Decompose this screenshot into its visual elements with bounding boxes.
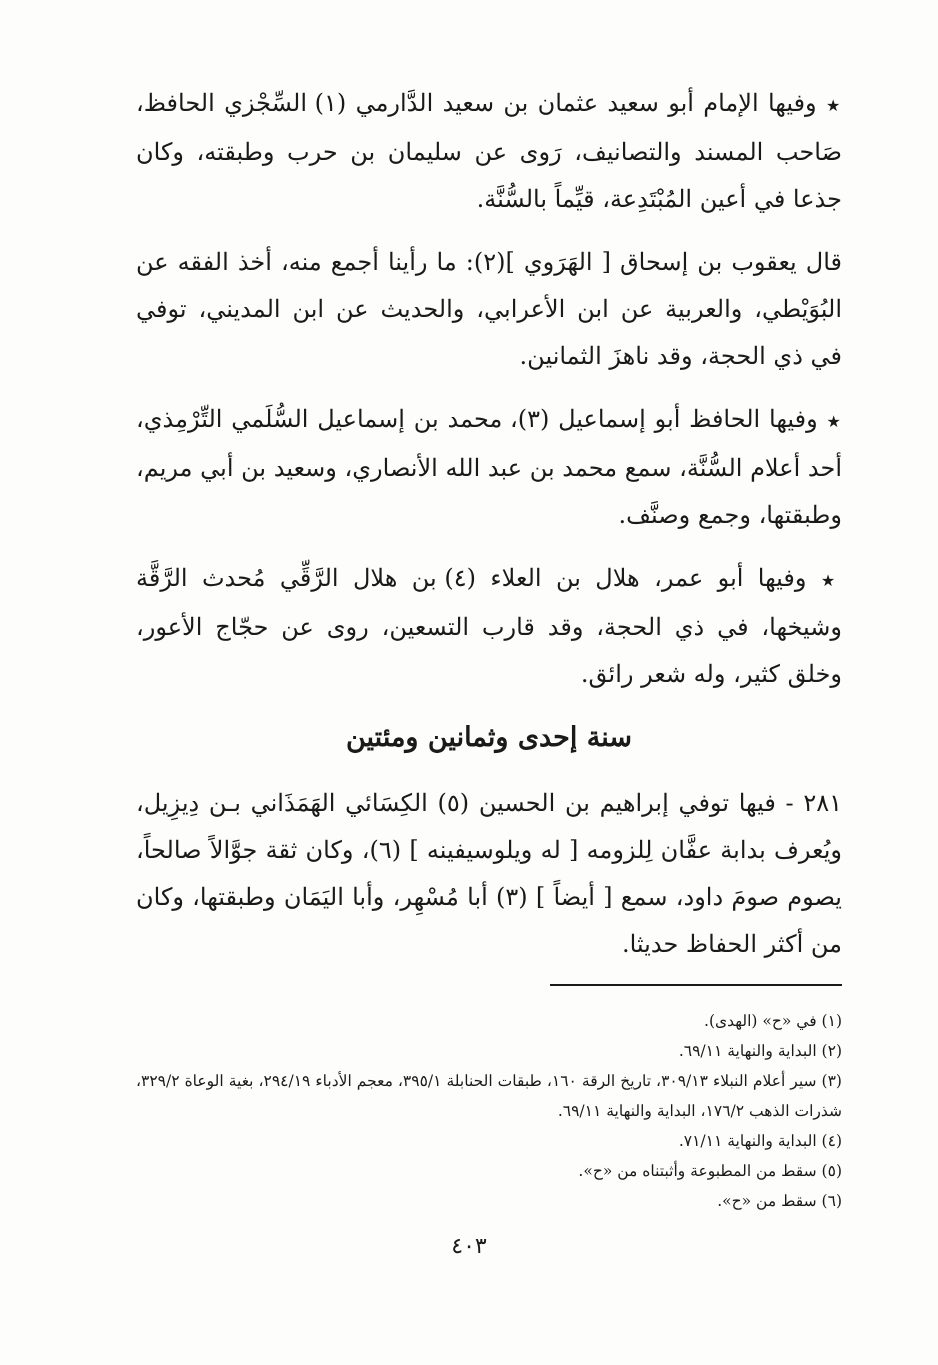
page-body <box>136 80 842 1216</box>
page-number: ٤٠٣ <box>451 1234 487 1259</box>
footnote-2: (٢) البداية والنهاية ٦٩/١١. <box>678 1042 842 1060</box>
section-heading: سنة إحدى وثمانين ومئتين <box>345 722 633 753</box>
paragraph-text: وفيها أبو عمر، هلال بن العلاء (٤) بن هلال الرَّقِّي مُحدث الرَّقَّة وشيخها، في ذي الحجة، وقد قارب التسعين، روى عن حجّاج الأعور، وخلق كثير، وله شعر رائق. <box>136 564 842 688</box>
paragraph-text: قال يعقوب بن إسحاق [ الهَرَوي ](٢): ما رأينا أجمع منه، أخذ الفقه عن البُوَيْطي، والعربية عن ابن الأعرابي، والحديث عن ابن المديني، توفي في ذي الحجة، وقد ناهزَ الثمانين. <box>136 248 842 370</box>
footnote-divider <box>550 984 842 986</box>
paragraph-tirmidhi <box>136 396 842 539</box>
star-icon: ★ <box>825 96 842 115</box>
footnote-6: (٦) سقط من «ح». <box>717 1192 842 1210</box>
paragraph-text: وفيها الحافظ أبو إسماعيل (٣)، محمد بن إسماعيل السُّلَمي التِّرْمِذي، أحد أعلام السُّنَّة، سمع محمد بن عبد الله الأنصاري، وسعيد بن أبي مريم، وطبقتها، وجمع وصنَّف. <box>136 405 842 529</box>
paragraph-yaqub-quote <box>136 239 842 380</box>
footnote-1: (١) في «ح» (الهدى). <box>704 1012 842 1030</box>
footnotes <box>136 1006 842 1216</box>
footnote-4: (٤) البداية والنهاية ٧١/١١. <box>678 1132 842 1150</box>
footnote-5: (٥) سقط من المطبوعة وأثبتناه من «ح». <box>578 1162 842 1180</box>
star-icon: ★ <box>820 571 842 590</box>
paragraph-hilal <box>136 555 842 698</box>
star-icon: ★ <box>826 412 843 431</box>
paragraph-text: وفيها الإمام أبو سعيد عثمان بن سعيد الدَّارمي (١) السِّجْزي الحافظ، صَاحب المسند والتصانيف، رَوى عن سليمان بن حرب وطبقته، وكان جذعا في أعين المُبْتَدِعة، قيِّماً بالسُّنَّة. <box>136 89 842 213</box>
paragraph-darimi <box>136 80 842 223</box>
entry-281: ٢٨١ - فيها توفي إبراهيم بن الحسين (٥) الكِسَائي الهَمَذَاني بـن دِيزِيل، ويُعرف بدابة عفَّان لِلزومه [ له ويلوسيفينه ] (٦)، وكان ثقة جوَّالاً صالحاً، يصوم صومَ داود، سمع [ أيضاً ] (٣) أبا مُسْهِر، وأبا اليَمَان وطبقتها، وكان من أكثر الحفاظ حديثا. <box>136 789 842 958</box>
footnote-3: (٣) سير أعلام النبلاء ٣٠٩/١٣، تاريخ الرقة ١٦٠، طبقات الحنابلة ٣٩٥/١، معجم الأدباء ٢٩٤/١٩، بغية الوعاة ٣٢٩/٢، شذرات الذهب ١٧٦/٢، البداية والنهاية ٦٩/١١. <box>136 1072 842 1120</box>
